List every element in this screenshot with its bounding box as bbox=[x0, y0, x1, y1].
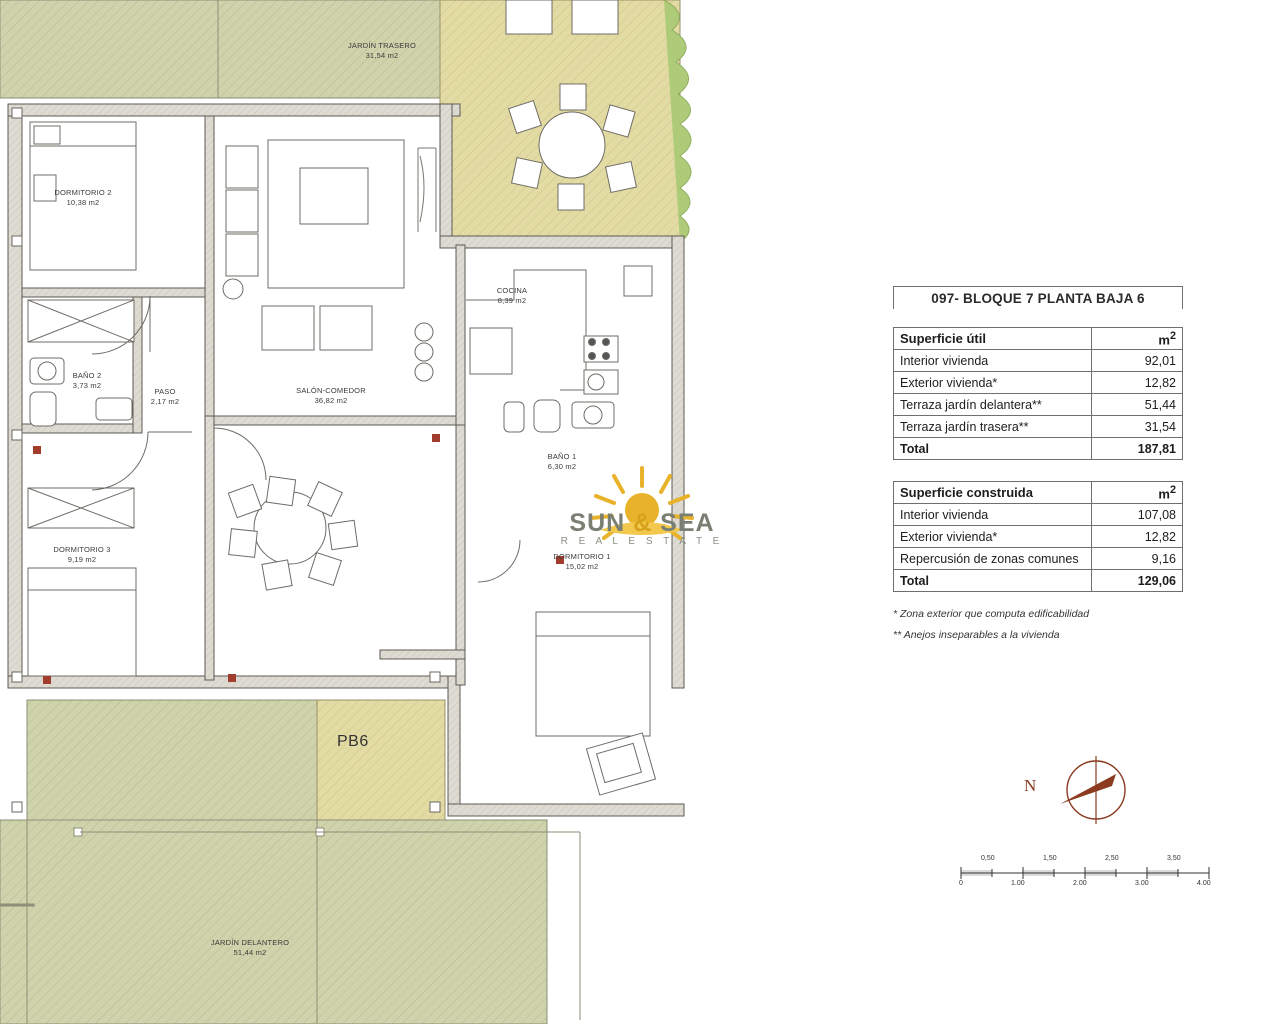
scale-tick-top-3: 2,50 bbox=[1105, 855, 1119, 862]
unit-exponent: 2 bbox=[1169, 330, 1176, 342]
north-compass bbox=[1020, 750, 1150, 830]
row-label: Terraza jardín delantera** bbox=[894, 394, 1092, 416]
surface-useful-table bbox=[893, 327, 1183, 460]
total-label: Total bbox=[894, 438, 1092, 460]
room-name: DORMITORIO 3 bbox=[53, 545, 111, 554]
room-area: 8,39 m2 bbox=[497, 296, 527, 306]
surface-built-table bbox=[893, 481, 1183, 592]
room-name: DORMITORIO 2 bbox=[54, 188, 112, 197]
unit-exponent: 2 bbox=[1169, 484, 1176, 496]
table-header-label: Superficie construida bbox=[894, 482, 1092, 504]
logo-word-sea: SEA bbox=[652, 509, 715, 537]
total-value: 187,81 bbox=[1092, 438, 1183, 460]
unit-code-label: PB6 bbox=[337, 733, 369, 750]
room-area: 6,30 m2 bbox=[547, 462, 577, 472]
table-row bbox=[894, 394, 1183, 416]
row-label: Terraza jardín trasera** bbox=[894, 416, 1092, 438]
room-area: 2,17 m2 bbox=[150, 397, 180, 407]
row-label: Exterior vivienda* bbox=[894, 526, 1092, 548]
scale-tick-bot-2: 2.00 bbox=[1073, 880, 1087, 887]
table-total-row bbox=[894, 570, 1183, 592]
table-header-unit bbox=[1092, 328, 1183, 350]
table-header-row bbox=[894, 482, 1183, 504]
logo-wordmark bbox=[552, 509, 732, 538]
room-name: BAÑO 1 bbox=[547, 452, 577, 461]
row-value: 31,54 bbox=[1092, 416, 1183, 438]
table-row bbox=[894, 350, 1183, 372]
room-area: 36,82 m2 bbox=[314, 396, 348, 406]
room-area: 31,54 m2 bbox=[365, 51, 399, 61]
scale-tick-top-2: 1,50 bbox=[1043, 855, 1057, 862]
row-label: Exterior vivienda* bbox=[894, 372, 1092, 394]
scale-tick-bot-0: 0 bbox=[959, 880, 963, 887]
compass-north-label: N bbox=[1024, 776, 1037, 795]
room-name: COCINA bbox=[496, 286, 528, 295]
table-total-row bbox=[894, 438, 1183, 460]
scale-tick-bot-1: 1.00 bbox=[1011, 880, 1025, 887]
row-value: 51,44 bbox=[1092, 394, 1183, 416]
table-row bbox=[894, 372, 1183, 394]
room-name: PASO bbox=[154, 387, 176, 396]
row-value: 12,82 bbox=[1092, 526, 1183, 548]
room-name: JARDÍN DELANTERO bbox=[210, 938, 290, 947]
room-name: SALÓN-COMEDOR bbox=[296, 386, 366, 395]
room-name: DORMITORIO 1 bbox=[553, 552, 611, 561]
row-label: Interior vivienda bbox=[894, 504, 1092, 526]
surface-useful-table-wrap bbox=[893, 327, 1183, 460]
unit-text: m bbox=[1158, 332, 1170, 348]
scale-tick-top-4: 3,50 bbox=[1167, 855, 1181, 862]
row-value: 107,08 bbox=[1092, 504, 1183, 526]
room-name: JARDÍN TRASERO bbox=[347, 41, 417, 50]
total-label: Total bbox=[894, 570, 1092, 592]
scale-bar bbox=[955, 855, 1215, 895]
company-logo bbox=[552, 452, 732, 572]
room-area: 9,19 m2 bbox=[67, 555, 97, 565]
logo-word-sun: SUN bbox=[569, 509, 634, 537]
row-label: Repercusión de zonas comunes bbox=[894, 548, 1092, 570]
total-value: 129,06 bbox=[1092, 570, 1183, 592]
room-area: 51,44 m2 bbox=[233, 948, 267, 958]
unit-text: m bbox=[1158, 486, 1170, 502]
table-row bbox=[894, 526, 1183, 548]
scale-tick-bot-4: 4.00 bbox=[1197, 880, 1211, 887]
table-header-unit bbox=[1092, 482, 1183, 504]
table-header-label: Superficie útil bbox=[894, 328, 1092, 350]
footnote-2: ** Anejos inseparables a la vivienda bbox=[893, 629, 1060, 641]
room-area: 3,73 m2 bbox=[72, 381, 102, 391]
rear-garden-area bbox=[0, 0, 488, 98]
room-area: 15,02 m2 bbox=[565, 562, 599, 572]
room-name: BAÑO 2 bbox=[72, 371, 102, 380]
table-row bbox=[894, 416, 1183, 438]
row-label: Interior vivienda bbox=[894, 350, 1092, 372]
scale-tick-top-1: 0,50 bbox=[981, 855, 995, 862]
surface-built-table-wrap bbox=[893, 481, 1183, 592]
table-row bbox=[894, 504, 1183, 526]
front-garden-area bbox=[0, 700, 547, 1024]
compass-needle bbox=[1060, 774, 1116, 804]
logo-tagline: R E A L E S T A T E bbox=[560, 536, 724, 547]
row-value: 12,82 bbox=[1092, 372, 1183, 394]
row-value: 92,01 bbox=[1092, 350, 1183, 372]
footnote-1: * Zona exterior que computa edificabilidad bbox=[893, 608, 1090, 620]
scale-tick-bot-3: 3.00 bbox=[1135, 880, 1149, 887]
logo-ampersand: & bbox=[633, 509, 653, 537]
table-header-row bbox=[894, 328, 1183, 350]
plan-title-box: 097- BLOQUE 7 PLANTA BAJA 6 bbox=[893, 286, 1183, 309]
row-value: 9,16 bbox=[1092, 548, 1183, 570]
table-row bbox=[894, 548, 1183, 570]
room-area: 10,38 m2 bbox=[66, 198, 100, 208]
